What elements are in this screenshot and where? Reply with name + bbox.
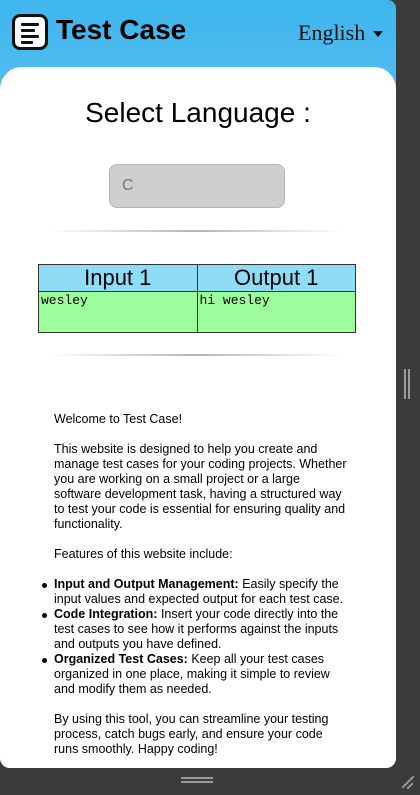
list-item	[54, 652, 350, 697]
header	[0, 0, 396, 70]
feature-title: Input and Output Management:	[54, 577, 239, 591]
feature-text: Insert your code directly into the test cases to see how it performs against the inputs and outputs you have defined.	[54, 607, 339, 651]
output-column-header: Output 1	[197, 265, 356, 292]
closing-text: By using this tool, you can streamline your testing process, catch bugs early, and ensure your code runs smoothly. Happy coding!	[54, 712, 329, 756]
caret-down-icon	[373, 31, 383, 37]
list-item	[54, 577, 350, 607]
table-row	[39, 292, 356, 333]
list-item	[54, 607, 350, 652]
side-drag-handle[interactable]	[404, 369, 410, 399]
language-input[interactable]	[109, 164, 285, 208]
app-title: Test Case	[56, 14, 187, 45]
main-card	[0, 67, 396, 768]
resize-grip-icon[interactable]	[398, 773, 414, 789]
test-case-table	[38, 264, 356, 333]
language-dropdown-label: English	[298, 20, 366, 45]
feature-text: Keep all your test cases organized in one place, making it simple to review and modify them as needed.	[54, 652, 330, 696]
feature-title: Organized Test Cases:	[54, 652, 188, 666]
menu-list-icon[interactable]	[12, 14, 48, 50]
description	[54, 412, 350, 768]
input-column-header: Input 1	[39, 265, 198, 292]
feature-text: Easily specify the input values and expected output for each test case.	[54, 577, 344, 606]
features-heading: Features of this website include:	[54, 547, 233, 561]
output-cell[interactable]: hi wesley	[197, 292, 356, 333]
divider	[48, 230, 344, 232]
page-title: Select Language :	[85, 97, 311, 128]
divider	[48, 354, 344, 356]
input-cell[interactable]: wesley	[39, 292, 198, 333]
intro-text: This website is designed to help you create and manage test cases for your coding projects. Whether you are working on a small project or a large software development task, having a structured way to test your code is essential for ensuring quality and functionality.	[54, 442, 347, 531]
features-list	[54, 577, 350, 697]
language-dropdown[interactable]	[298, 20, 383, 46]
table-header-row	[39, 265, 356, 292]
feature-title: Code Integration:	[54, 607, 158, 621]
bottom-drag-handle[interactable]	[181, 777, 213, 783]
welcome-text: Welcome to Test Case!	[54, 412, 183, 426]
